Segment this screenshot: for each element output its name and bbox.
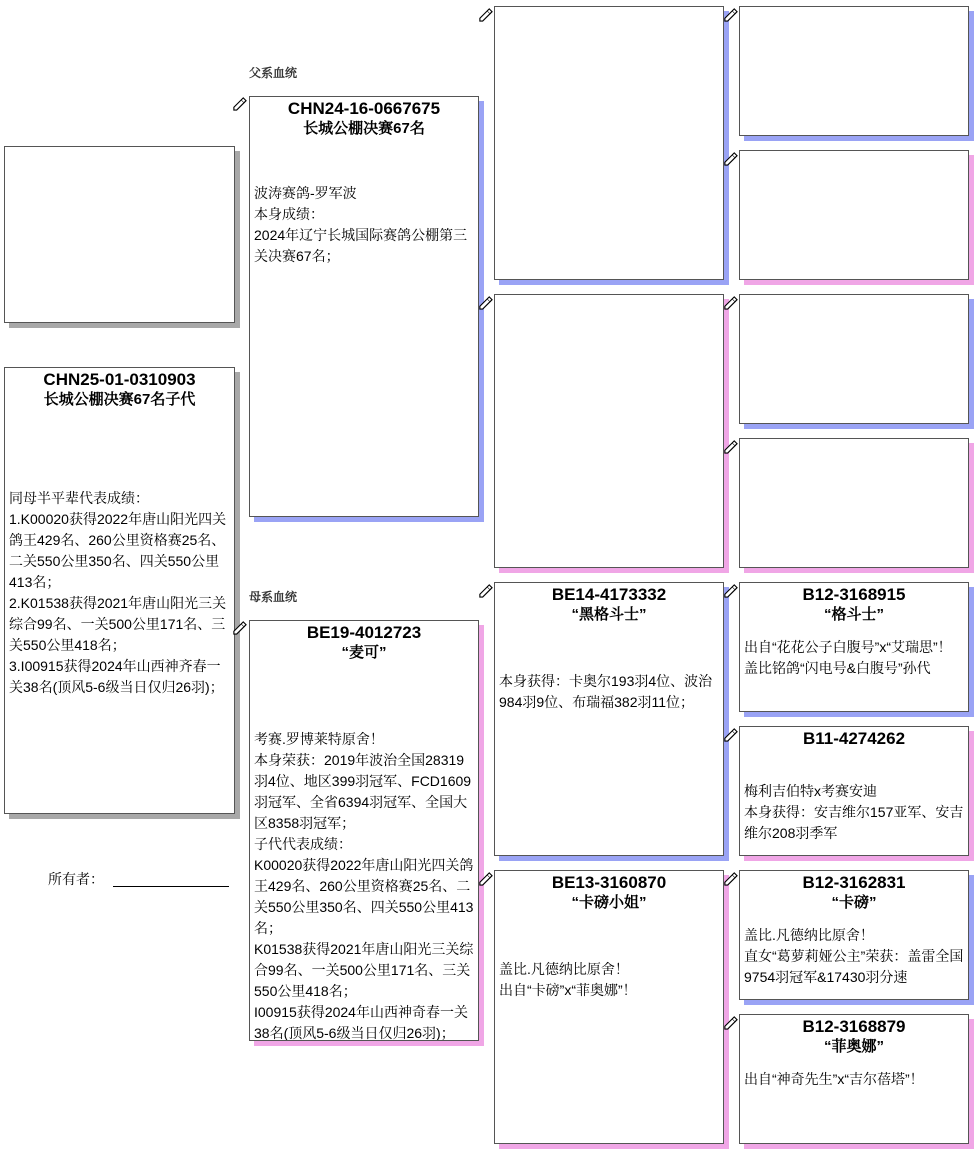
owner-label: 所有者： [48,871,104,887]
edit-pencil-icon[interactable] [478,7,493,22]
g4-body: 梅利吉伯特x考赛安迪 本身获得：安吉维尔157亚军、安吉维尔208羽季军 [744,783,964,841]
edit-pencil-icon[interactable] [723,871,738,886]
g4-title: “菲奥娜” [823,1038,884,1055]
g4-card-6[interactable] [739,726,969,856]
dam-line-label: 母系血统 [249,590,298,604]
edit-pencil-icon[interactable] [723,151,738,166]
photo-box[interactable] [4,146,235,323]
dam-dam-ring-number: BE13-3160870 [551,873,667,892]
g4-body: 盖比.凡德纳比原舍！ 直女“葛萝莉娅公主”荣获：盖雷全国9754羽冠军&17430羽分速 [744,927,964,985]
g4-ring-number: B12-3162831 [802,873,906,892]
owner-field[interactable] [113,886,229,887]
edit-pencil-icon[interactable] [723,7,738,22]
edit-pencil-icon[interactable] [723,295,738,310]
edit-pencil-icon[interactable] [723,727,738,742]
g4-ring-number: B11-4274262 [802,729,906,748]
sire-body: 波涛赛鸽-罗军波 本身成绩： 2024年辽宁长城国际赛鸽公棚第三关决赛67名； [254,185,468,264]
edit-pencil-icon[interactable] [723,439,738,454]
g4-card-4[interactable] [739,438,969,568]
edit-pencil-icon[interactable] [232,96,247,111]
dam-sire-title: “黑格斗士” [571,606,647,623]
dam-sire-ring-number: BE14-4173332 [551,585,667,604]
sire-line-label: 父系血统 [249,66,298,80]
g4-card-5[interactable] [739,582,969,712]
dam-body: 考赛.罗博莱特原舍！ 本身荣获：2019年波治全国28319羽4位、地区399羽冠军、FCD1609羽冠军、全省6394羽冠军、全国大区8358羽冠军； 子代代表成绩： K00020获得2022年唐山阳光四关鸽王429名、260公里资格赛25名、二关550公里350名、四关550公里413名； K01538获得2021年唐山阳光三关综合99名、一关500公里171名、三关550公里418名； I00915获得2024年山西神奇春一关38名(顶风5-6级当日仅归26羽)； [254,731,474,1041]
sire-title: 长城公棚决赛67名 [303,120,425,137]
g4-card-7[interactable] [739,870,969,1000]
g4-card-1[interactable] [739,6,969,136]
dam-title: “麦可” [341,644,387,661]
edit-pencil-icon[interactable] [478,295,493,310]
edit-pencil-icon[interactable] [232,620,247,635]
subject-card[interactable] [4,367,235,814]
edit-pencil-icon[interactable] [478,583,493,598]
subject-body: 同母半平辈代表成绩： 1.K00020获得2022年唐山阳光四关鸽王429名、260公里资格赛25名、二关550公里350名、四关550公里413名； 2.K01538获得2021年唐山阳光三关综合99名、一关500公里171名、三关550公里418名； 3.I00915获得2024年山西神齐春一关38名(顶风5-6级当日仅归26羽)； [9,490,227,695]
edit-pencil-icon[interactable] [478,871,493,886]
dam-dam-title: “卡磅小姐” [571,894,647,911]
subject-ring-number: CHN25-01-0310903 [43,370,196,389]
g4-title: “格斗士” [823,606,884,623]
dam-dam-body: 盖比.凡德纳比原舍！ 出自“卡磅”x“菲奥娜”！ [499,961,637,998]
g4-ring-number: B12-3168879 [802,1017,906,1036]
subject-title: 长城公棚决赛67名子代 [43,391,196,408]
sire-card[interactable] [249,96,479,517]
g4-card-2[interactable] [739,150,969,280]
g4-body: 出自“神奇先生”x“吉尔蓓塔”！ [744,1071,924,1087]
dam-card[interactable] [249,620,479,1041]
g4-card-3[interactable] [739,294,969,424]
sire-sire-card[interactable] [494,6,724,280]
g4-body: 出自“花花公子白腹号”x“艾瑞思”！ 盖比铭鸽“闪电号&白腹号”孙代 [744,639,952,676]
g4-card-8[interactable] [739,1014,969,1144]
dam-sire-body: 本身获得：卡奥尔193羽4位、波治984羽9位、布瑞福382羽11位； [499,673,713,710]
dam-ring-number: BE19-4012723 [306,623,422,642]
sire-ring-number: CHN24-16-0667675 [287,99,441,118]
sire-dam-card[interactable] [494,294,724,568]
g4-ring-number: B12-3168915 [802,585,906,604]
g4-title: “卡磅” [831,894,877,911]
edit-pencil-icon[interactable] [723,1015,738,1030]
dam-dam-card[interactable] [494,870,724,1144]
dam-sire-card[interactable] [494,582,724,856]
edit-pencil-icon[interactable] [723,583,738,598]
